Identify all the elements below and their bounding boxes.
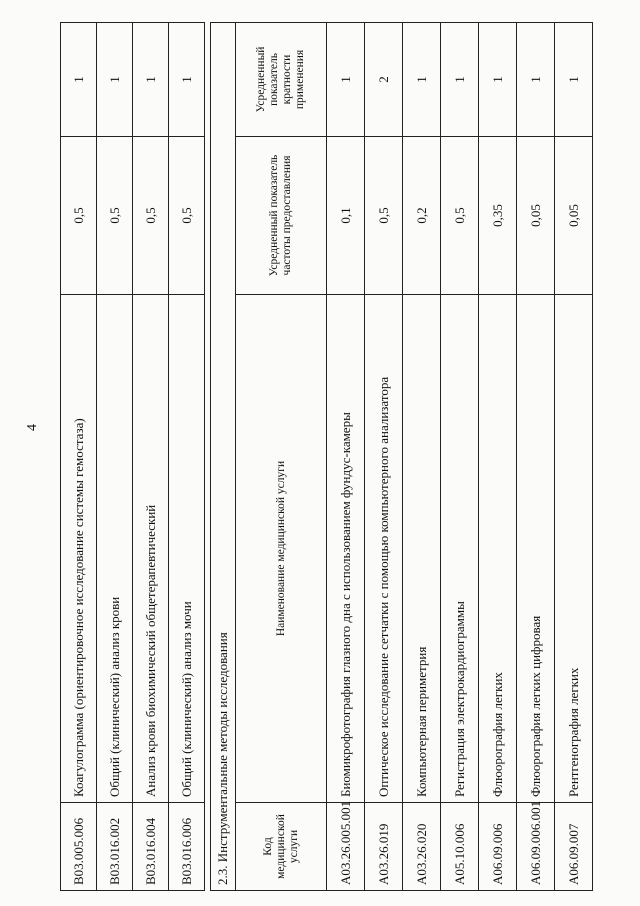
multiplicity-value: 1 [441,22,479,136]
frequency-value: 0,5 [61,137,97,295]
multiplicity-value: 1 [327,22,365,136]
section-title-row [211,22,236,890]
table-row [133,23,169,891]
multiplicity-value: 1 [97,23,133,137]
header-name: Наименование медицинской услуги [236,295,327,803]
service-code: B03.005.006 [61,803,97,891]
multiplicity-value: 2 [365,22,403,136]
instrumental-methods-table [210,22,593,891]
frequency-value: 0,5 [169,137,205,295]
service-code: A03.26.019 [365,803,403,891]
service-code: A05.10.006 [441,803,479,891]
service-name: Регистрация электрокардиограммы [441,295,479,803]
header-multiplicity: Усредненный показатель кратности применения [236,22,327,136]
table-row [97,23,133,891]
service-code: A06.09.006.001 [517,803,555,891]
service-code: A03.26.005.001 [327,803,365,891]
frequency-value: 0,5 [133,137,169,295]
service-name: Компьютерная периметрия [403,295,441,803]
header-row [236,22,327,890]
section-title: 2.3. Инструментальные методы исследования [211,22,236,890]
service-code: B03.016.002 [97,803,133,891]
frequency-value: 0,5 [441,137,479,295]
service-name: Коагулограмма (ориентировочное исследование системы гемостаза) [61,295,97,803]
header-frequency: Усредненный показатель частоты предоставления [236,137,327,295]
service-code: A06.09.006 [479,803,517,891]
table-row [61,23,97,891]
multiplicity-value: 1 [61,23,97,137]
service-name: Общий (клинический) анализ крови [97,295,133,803]
table-row [517,22,555,890]
multiplicity-value: 1 [479,22,517,136]
frequency-value: 0,5 [365,137,403,295]
service-name: Анализ крови биохимический общетерапевтический [133,295,169,803]
service-name: Оптическое исследование сетчатки с помощью компьютерного анализатора [365,295,403,803]
service-name: Флюорография легких [479,295,517,803]
table-row [327,22,365,890]
service-code: B03.016.004 [133,803,169,891]
table-row [169,23,205,891]
multiplicity-value: 1 [403,22,441,136]
table-row [365,22,403,890]
multiplicity-value: 1 [133,23,169,137]
frequency-value: 0,2 [403,137,441,295]
table-row [441,22,479,890]
service-code: B03.016.006 [169,803,205,891]
service-name: Биомикрофотография глазного дна с использованием фундус-камеры [327,295,365,803]
table-row [479,22,517,890]
service-name: Рентгенография легких [555,295,593,803]
frequency-value: 0,05 [517,137,555,295]
frequency-value: 0,5 [97,137,133,295]
frequency-value: 0,05 [555,137,593,295]
lab-tests-table [60,22,205,891]
multiplicity-value: 1 [517,22,555,136]
table-row [555,22,593,890]
frequency-value: 0,35 [479,137,517,295]
service-name: Флюорография легких цифровая [517,295,555,803]
page-number: 4 [25,424,40,431]
table-row [403,22,441,890]
service-code: A06.09.007 [555,803,593,891]
frequency-value: 0,1 [327,137,365,295]
header-code: Код медицинской услуги [236,803,327,891]
multiplicity-value: 1 [555,22,593,136]
service-name: Общий (клинический) анализ мочи [169,295,205,803]
multiplicity-value: 1 [169,23,205,137]
service-code: A03.26.020 [403,803,441,891]
